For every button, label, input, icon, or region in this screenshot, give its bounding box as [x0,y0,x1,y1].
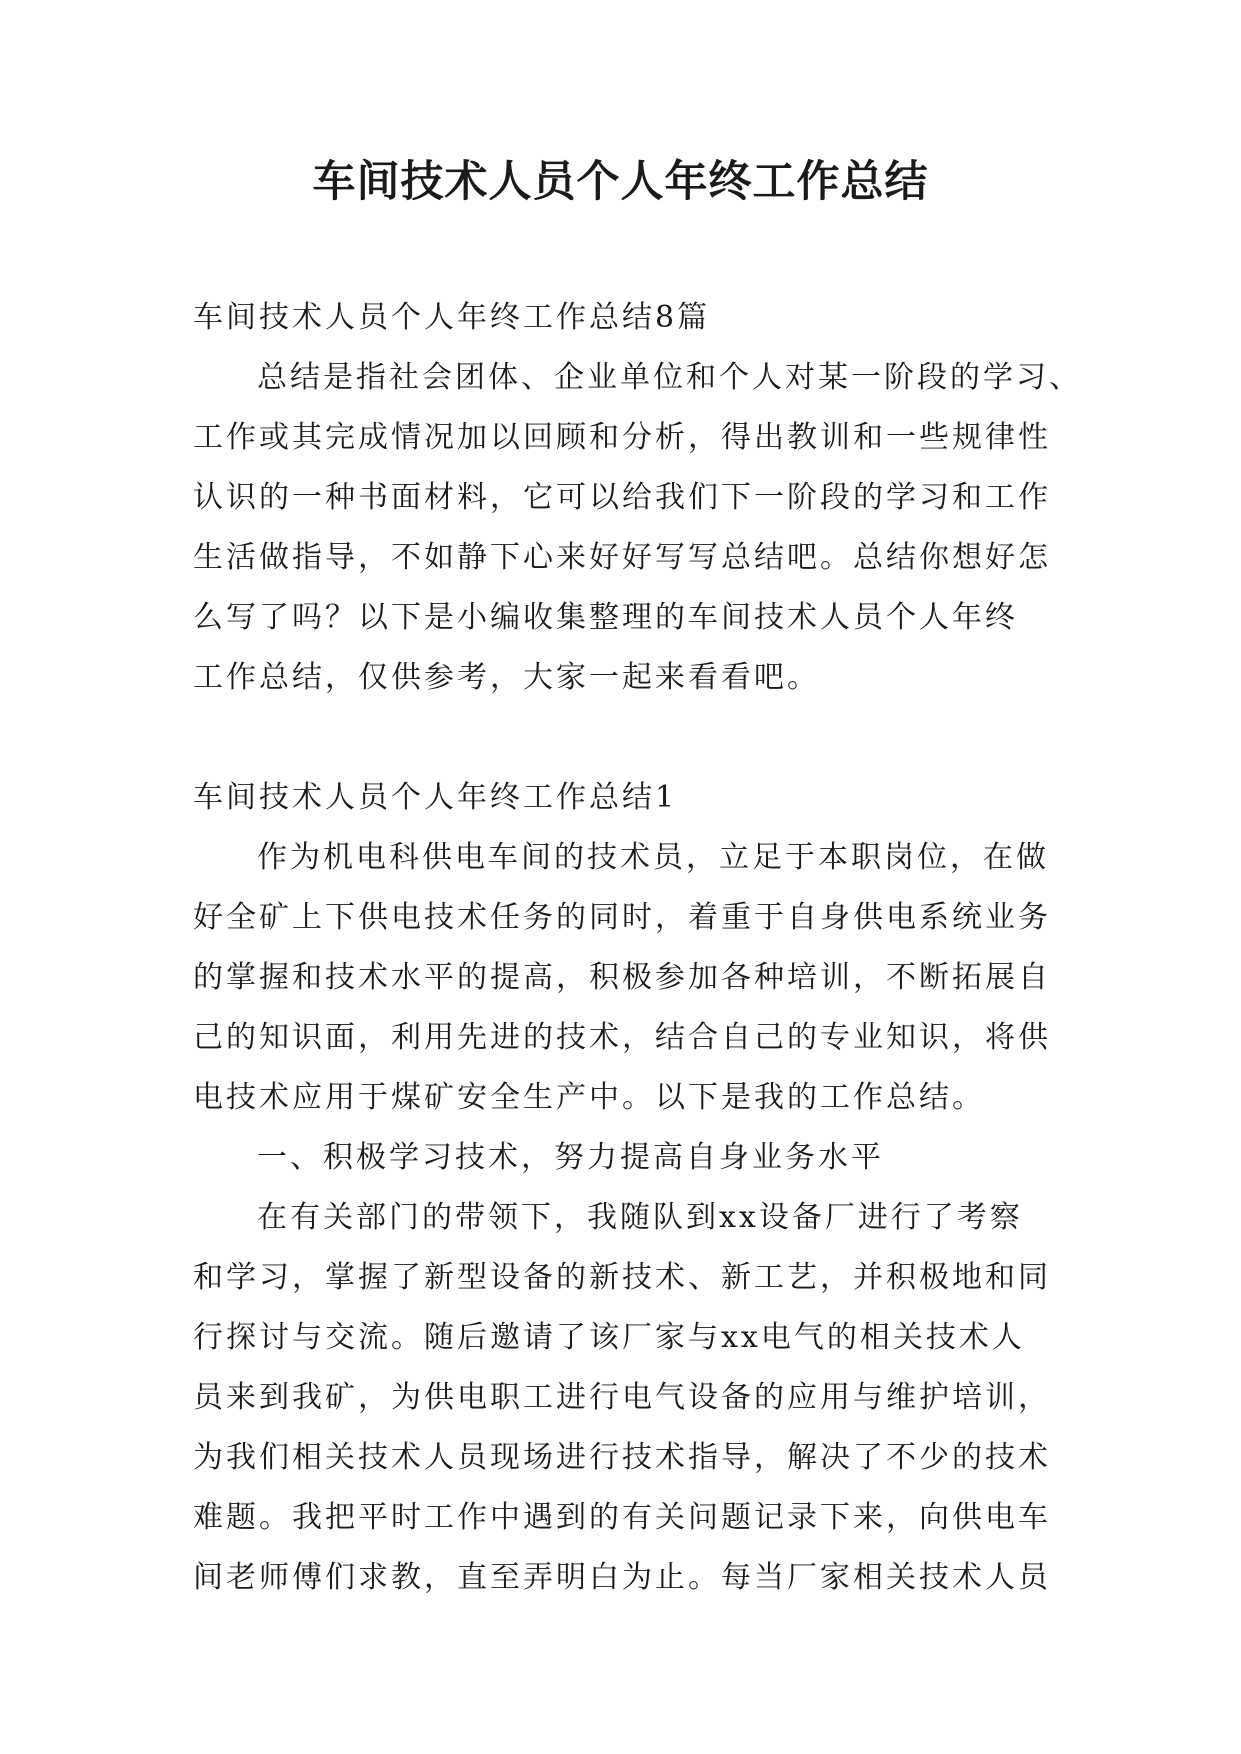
paragraph-line: 么写了吗？以下是小编收集整理的车间技术人员个人年终 [193,600,1018,635]
paragraph-line: 和学习，掌握了新型设备的新技术、新工艺，并积极地和同 [193,1260,1051,1295]
paragraph-line: 在有关部门的带领下，我随队到xx设备厂进行了考察 [257,1200,1023,1235]
document-subtitle: 车间技术人员个人年终工作总结8篇 [193,300,711,335]
document-body [193,288,1082,1608]
paragraph-line: 好全矿上下供电技术任务的同时，着重于自身供电系统业务 [193,900,1051,935]
subsection-heading: 一、积极学习技术，努力提高自身业务水平 [257,1140,884,1175]
paragraph-line: 生活做指导，不如静下心来好好写写总结吧。总结你想好怎 [193,540,1051,575]
paragraph-line: 为我们相关技术人员现场进行技术指导，解决了不少的技术 [193,1440,1051,1475]
paragraph-line: 作为机电科供电车间的技术员，立足于本职岗位，在做 [257,840,1049,875]
paragraph-line: 间老师傅们求教，直至弄明白为止。每当厂家相关技术人员 [193,1560,1051,1595]
paragraph-line: 己的知识面，利用先进的技术，结合自己的专业知识，将供 [193,1020,1051,1055]
paragraph-line: 员来到我矿，为供电职工进行电气设备的应用与维护培训， [193,1380,1051,1415]
paragraph-line: 电技术应用于煤矿安全生产中。以下是我的工作总结。 [193,1080,985,1115]
paragraph-line: 行探讨与交流。随后邀请了该厂家与xx电气的相关技术人 [193,1320,1025,1355]
section1-paragraph-2 [193,1188,1055,1608]
section-heading: 车间技术人员个人年终工作总结1 [193,780,678,815]
paragraph-line: 认识的一种书面材料，它可以给我们下一阶段的学习和工作 [193,480,1051,515]
paragraph-line: 工作或其完成情况加以回顾和分析，得出教训和一些规律性 [193,420,1051,455]
paragraph-line: 的掌握和技术水平的提高，积极参加各种培训，不断拓展自 [193,960,1051,995]
section1-paragraph-1 [193,828,1055,1128]
blank-line [193,708,1055,768]
intro-paragraph [193,348,1082,708]
paragraph-line: 总结是指社会团体、企业单位和个人对某一阶段的学习、 [257,360,1082,395]
paragraph-line: 工作总结，仅供参考，大家一起来看看吧。 [193,660,820,695]
document-title: 车间技术人员个人年终工作总结 [312,157,929,207]
paragraph-line: 难题。我把平时工作中遇到的有关问题记录下来，向供电车 [193,1500,1051,1535]
